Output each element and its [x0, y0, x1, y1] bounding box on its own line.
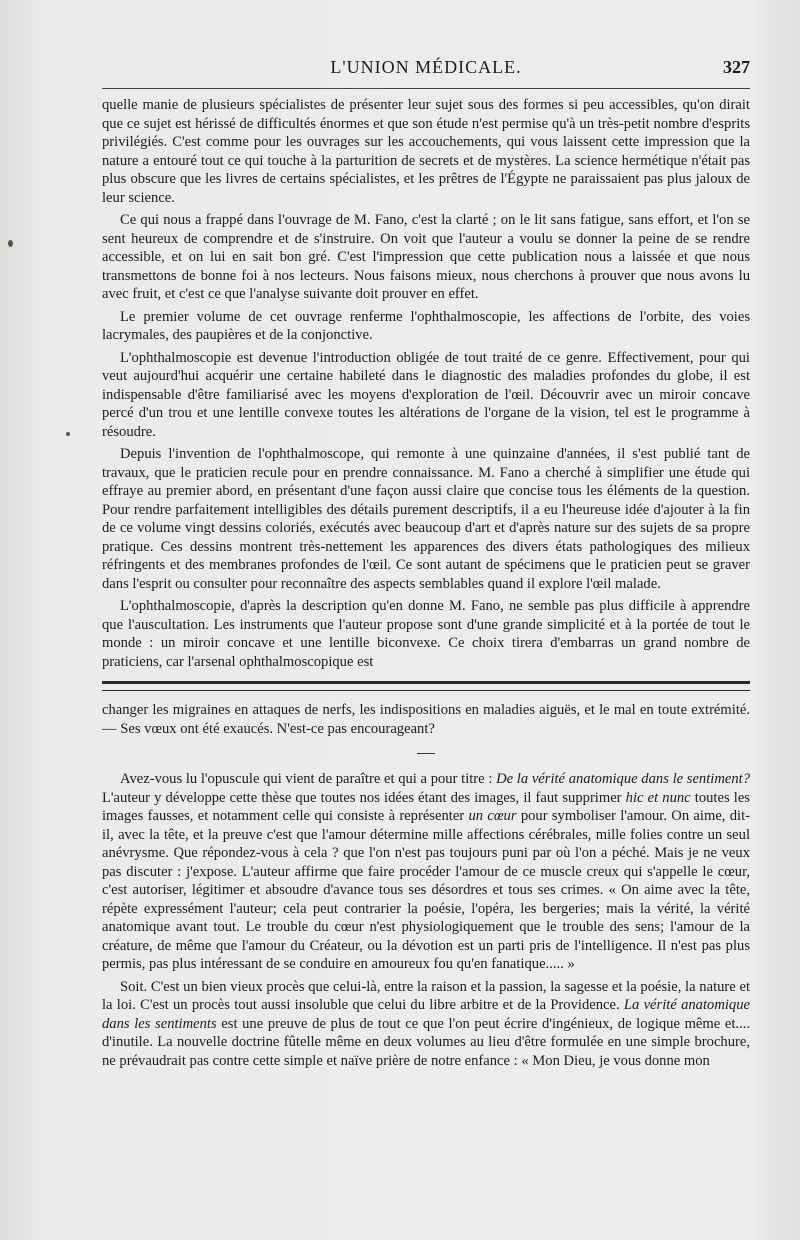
p9-book-title: La vérité anatomique dans les sentiments [102, 997, 750, 1032]
page-header [102, 52, 750, 88]
header-rule [102, 88, 750, 89]
article-body [102, 96, 750, 1074]
paragraph-3: Le premier volume de cet ouvrage renferme l'ophthalmoscopie, les affections de l'orbite, des voies lacrymales, des paupières et de la conjonctive. [102, 308, 750, 343]
feuilleton-separator [102, 681, 750, 691]
paragraph-8 [102, 770, 750, 974]
p9-text-b: est une preuve de plus de tout ce que l'on peut écrire d'ingénieux, de logique même et.... d'inutile. La nouvelle doctrine fûtelle même en deux volumes au lieu d'être formulée en une simple brochure, ne prévaudrait pas contre cette simple et naïve prière de notre enfance : « Mon Dieu, je vous donne mon [102, 1015, 750, 1069]
paragraph-9 [102, 978, 750, 1071]
p8-hic-et-nunc: hic et nunc [625, 789, 691, 806]
section-dash [102, 746, 750, 762]
paragraph-5: Depuis l'invention de l'ophthalmoscope, qui remonte à une quinzaine d'années, il s'est publié tant de travaux, que le praticien recule pour en prendre connaissance. M. Fano a cherché à simplifier une étude qui effraye au premier abord, en présentant d'une façon aussi claire que concise tous les éléments de la question. Pour rendre parfaitement intelligibles des détails purement descriptifs, il a eu l'heureuse idée d'ajouter à la fin de ce volume vingt dessins coloriés, exécutés avec beaucoup d'art et d'après nature sur des sujets de sa propre pratique. Ces dessins montrent très-nettement les apparences des divers états pathologiques des milieux réfringents et des membranes profondes de l'œil. Ce sont autant de spécimens que le praticien peut se graver dans l'esprit ou consulter pour reconnaître des aspects semblables quand il explore l'œil malade. [102, 446, 750, 592]
p8-text-b: L'auteur y développe cette thèse que toutes nos idées étant des images, il faut supprimer [102, 789, 626, 806]
running-title: L'UNION MÉDICALE. [330, 57, 522, 77]
paper-blemish [66, 432, 70, 436]
paragraph-1: quelle manie de plusieurs spécialistes de présenter leur sujet sous des formes si peu accessibles, qu'on dirait que ce sujet est hérissé de difficultés énormes et que son étude n'est permise qu'à un très-petit nombre d'esprits privilégiés. C'est comme pour les ouvrages sur les accouchements, qui vous laissent cette impression que la nature a entouré tout ce qui touche à la parturition de secrets et de mystères. La science hermétique n'était pas plus obscure que les livres de certains spécialistes, et les prêtres de l'Égypte ne paraissaient pas plus jaloux de leur science. [102, 97, 750, 206]
paragraph-2: Ce qui nous a frappé dans l'ouvrage de M. Fano, c'est la clarté ; on le lit sans fatigue, sans effort, et l'on se sent heureux de comprendre et de s'instruire. On voit que l'auteur a voulu se donner la peine de se rendre accessible, et on lui en sait bon gré. C'est l'impression que cette publication nous a laissée et que nous transmettons de bonne foi à nos lecteurs. Nous faisons mieux, nous cherchons à prouver que nous avons lu avec fruit, et c'est ce que l'analyse suivante doit prouver en effet. [102, 212, 750, 302]
p9-text-a: Soit. C'est un bien vieux procès que celui-là, entre la raison et la passion, la sagesse et la poésie, la nature et la loi. C'est un procès tout aussi insoluble que celui du libre arbitre et de la Providence. [102, 978, 750, 1013]
paragraph-7: changer les migraines en attaques de nerfs, les indispositions en maladies aiguës, et le mal en toute extrémité. — Ses vœux ont été exaucés. N'est-ce pas encourageant? [102, 702, 750, 737]
paragraph-4: L'ophthalmoscopie est devenue l'introduction obligée de tout traité de ce genre. Effectivement, pour qui veut aujourd'hui acquérir une certaine habileté dans le diagnostic des maladies profondes du globe, il est indispensable d'être familiarisé avec les moyens d'exploration de l'œil. Découvrir avec un miroir concave percé d'un trou et une lentille convexe toutes les altérations de l'organe de la vision, tel est le programme à résoudre. [102, 349, 750, 440]
p8-text-d: pour symboliser l'amour. On aime, dit-il, avec la tête, et la preuve c'est que l'amour détermine mille affections cérébrales, mille folies contre un seul anévrysme. Que répondez-vous à cela ? que l'on n'est pas toujours puni par où l'on a péché. Mais je ne veux pas discuter : j'expose. L'auteur affirme que faire procéder l'amour de ce muscle creux qui s'appelle le cœur, c'est autoriser, légitimer et absoudre d'avance tous ses désordres et tous ses crimes. « On aime avec la tête, répète expressément l'auteur; cela peut contrarier la poésie, l'opéra, les bergeries; mais la vérité, la vérité anatomique avant tout. Le trouble du cœur n'est physiologiquement que le trouble des sens; l'amour de la créature, de même que l'amour du Créateur, ou la dévotion est un parti pris de l'intelligence. Il n'est pas plus permis, pas plus intéressant de se conduire en amoureux fou qu'en fanatique..... » [102, 808, 750, 972]
p8-un-coeur: un cœur [468, 808, 517, 824]
p8-book-title: De la vérité anatomique dans le sentiment? [496, 771, 751, 787]
p8-text-a: Avez-vous lu l'opuscule qui vient de paraître et qui a pour titre : [120, 771, 497, 787]
paper-blemish [8, 240, 13, 247]
p8-text-c: toutes les images fausses, et notamment celle qui consiste à représenter [102, 789, 750, 824]
paragraph-6: L'ophthalmoscopie, d'après la description qu'en donne M. Fano, ne semble pas plus difficile à apprendre que l'auscultation. Les instruments que l'auteur propose sont d'une grande simplicité et à la portée de tout le monde : un miroir concave et une lentille biconvexe. Ce choix tirera d'embarras un grand nombre de praticiens, car l'arsenal ophthalmoscopique est [102, 598, 750, 670]
page-number: 327 [723, 57, 750, 77]
